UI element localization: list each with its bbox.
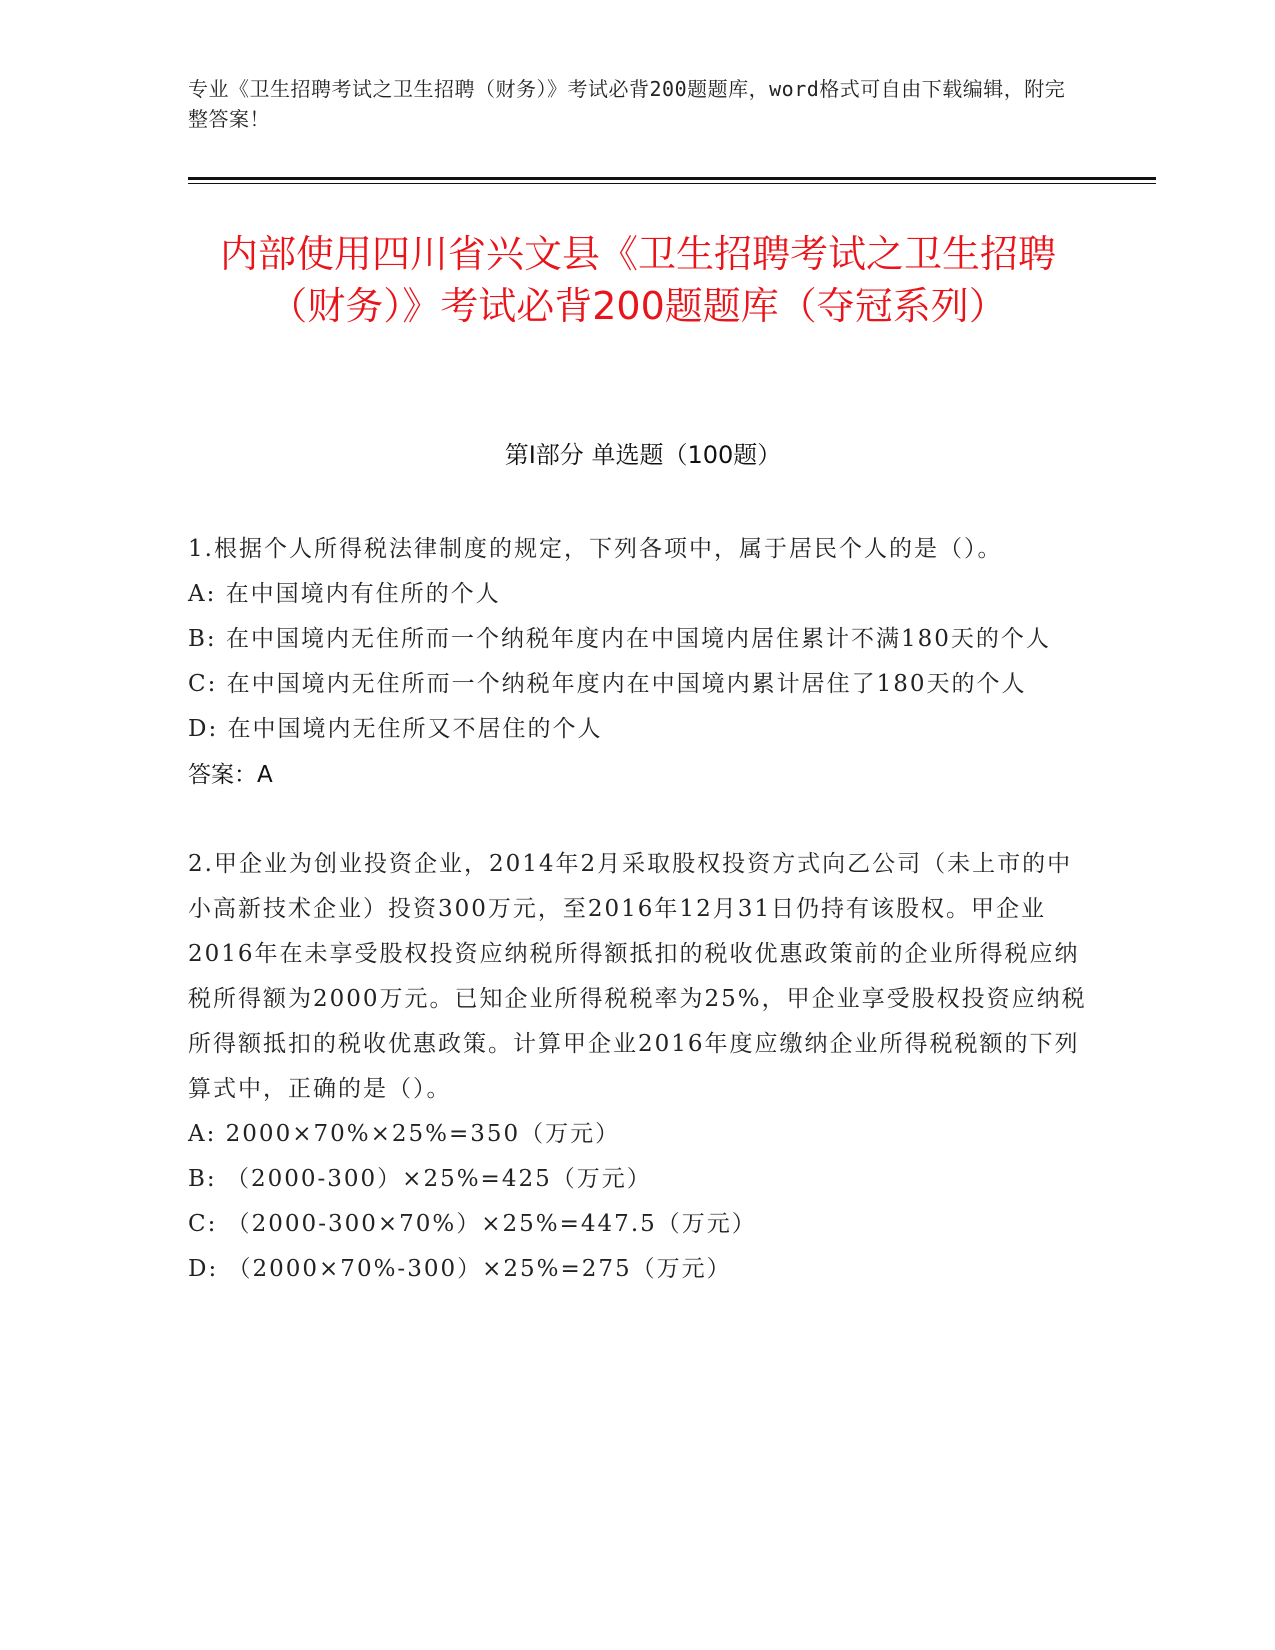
option-c: C: （2000-300×70%）×25%=447.5（万元） [188,1211,757,1237]
answer-line: 答案：A [188,762,273,788]
option-d: D: （2000×70%-300）×25%=275（万元） [188,1256,732,1282]
option-b: B: 在中国境内无住所而一个纳税年度内在中国境内居住累计不满180天的个人 [188,626,1051,652]
header-rule-thin [188,183,1156,184]
option-a: A: 在中国境内有住所的个人 [188,581,501,607]
header-rule-thick [188,177,1156,180]
question-1 [188,527,1088,798]
question-stem: 2.甲企业为创业投资企业，2014年2月采取股权投资方式向乙公司（未上市的中小高新技术企业）投资300万元，至2016年12月31日仍持有该股权。甲企业2016年在未享受股权投资应纳税所得额抵扣的税收优惠政策前的企业所得税应纳税所得额为2000万元。已知企业所得税税率为25%，甲企业享受股权投资应纳税所得额抵扣的税收优惠政策。计算甲企业2016年度应缴纳企业所得税税额的下列算式中，正确的是（）。 [188,851,1087,1102]
header-note: 专业《卫生招聘考试之卫生招聘（财务）》考试必背200题题库，word格式可自由下载编辑，附完整答案！ [188,77,1066,131]
option-a: A: 2000×70%×25%=350（万元） [188,1121,621,1147]
question-list [188,527,1088,1336]
option-d: D: 在中国境内无住所又不居住的个人 [188,716,603,742]
question-stem: 1.根据个人所得税法律制度的规定，下列各项中，属于居民个人的是（）。 [188,536,1003,562]
document-title: 内部使用四川省兴文县《卫生招聘考试之卫生招聘（财务）》考试必背200题题库（夺冠系列） [219,232,1056,328]
section-title: 第Ⅰ部分 单选题（100题） [504,441,782,469]
option-c: C: 在中国境内无住所而一个纳税年度内在中国境内累计居住了180天的个人 [188,671,1027,697]
option-b: B: （2000-300）×25%=425（万元） [188,1166,652,1192]
question-2 [188,842,1088,1292]
